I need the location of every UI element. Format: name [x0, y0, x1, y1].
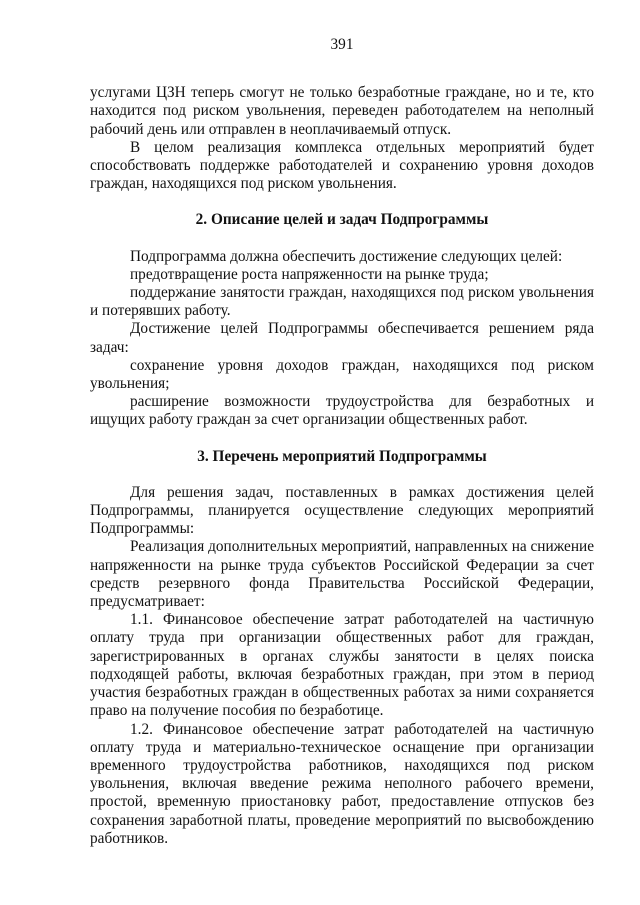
section-3-paragraph: 1.2. Финансовое обеспечение затрат работодателей на частичную оплату труда и материально-техническое оснащение при организации временного трудоустройства работников, находящихся под риском увольнения, включая введение режима неполного рабочего времени, простой, временную приостановку работ, предоставление отпусков без сохранения заработной платы, проведение мероприятий по высвобождению работников. [90, 720, 594, 847]
document-page [90, 36, 594, 848]
section-2-paragraph: сохранение уровня доходов граждан, находящихся под риском увольнения; [90, 356, 594, 393]
section-3-paragraph: Реализация дополнительных мероприятий, направленных на снижение напряженности на рынке труда субъектов Российской Федерации за счет средств резервного фонда Правительства Российской Федерации, предусматривает: [90, 538, 594, 611]
section-2-heading: 2. Описание целей и задач Подпрограммы [195, 211, 489, 229]
spacer [90, 466, 594, 484]
intro-paragraph-1: услугами ЦЗН теперь смогут не только безработные граждане, но и те, кто находится под риском увольнения, переведен работодателем на неполный рабочий день или отправлен в неоплачиваемый отпуск. [90, 84, 594, 138]
intro-paragraph-2: В целом реализация комплекса отдельных мероприятий будет способствовать поддержке работодателей и сохранению уровня доходов граждан, находящихся под риском увольнения. [90, 138, 594, 193]
section-2-paragraph: расширение возможности трудоустройства для безработных и ищущих работу граждан за счет организации общественных работ. [90, 393, 594, 429]
section-2-paragraph: поддержание занятости граждан, находящихся под риском увольнения и потерявших работу. [90, 284, 594, 320]
section-2-paragraph: Достижение целей Подпрограммы обеспечивается решением ряда задач: [90, 320, 594, 356]
section-3-paragraph: Для решения задач, поставленных в рамках достижения целей Подпрограммы, планируется осуществление следующих мероприятий Подпрограммы: [90, 483, 594, 538]
spacer [90, 430, 594, 448]
spacer [90, 230, 594, 248]
page-number: 391 [330, 36, 354, 53]
section-2-paragraph: Подпрограмма должна обеспечить достижение следующих целей: [130, 247, 563, 265]
section-3-heading: 3. Перечень мероприятий Подпрограммы [197, 447, 487, 465]
section-3-paragraph: 1.1. Финансовое обеспечение затрат работодателей на частичную оплату труда при организации общественных работ для граждан, зарегистрированных в органах службы занятости в целях поиска подходящей работы, включая безработных граждан, при этом в период участия безработных граждан в общественных работах за ними сохраняется право на получение пособия по безработице. [90, 611, 594, 720]
section-2-paragraph: предотвращение роста напряженности на рынке труда; [130, 265, 489, 283]
spacer [90, 193, 594, 211]
